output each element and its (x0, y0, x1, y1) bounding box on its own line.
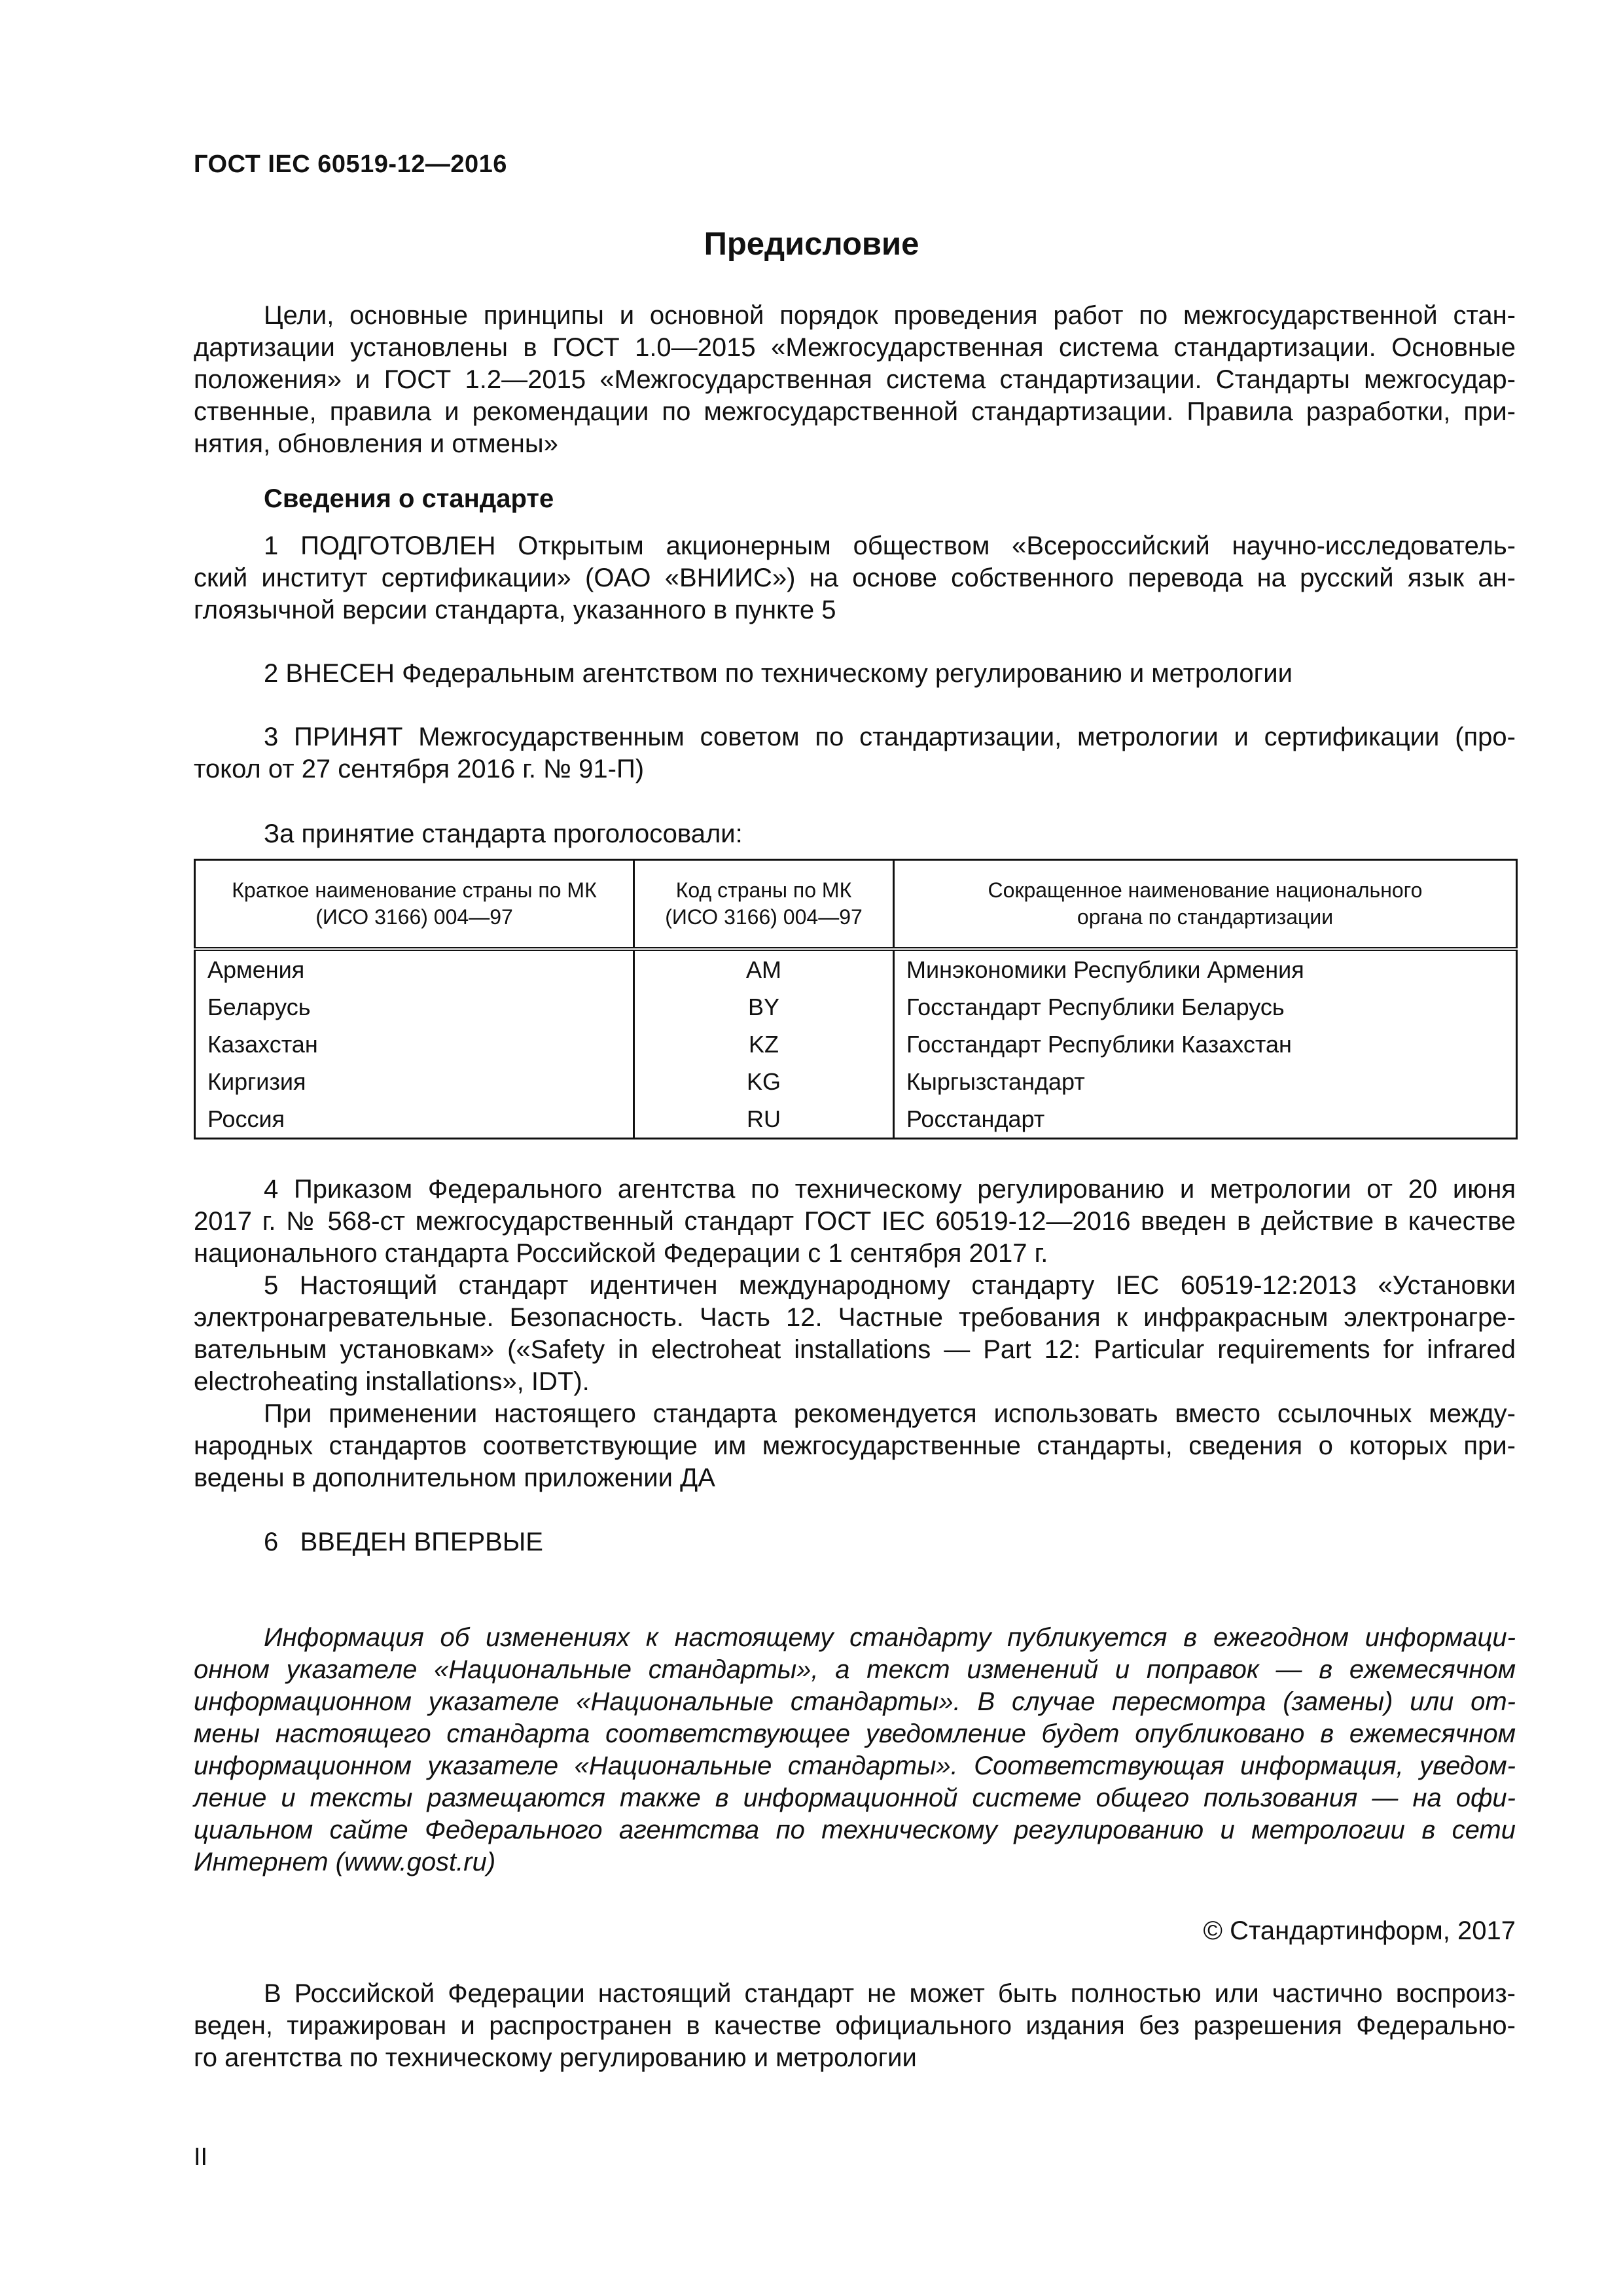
body-cell: Госстандарт Республики Казахстан (894, 1026, 1517, 1063)
text-line: веден, тиражирован и распространен в качестве официального издания без разрешения Федерально- (194, 2011, 1516, 2040)
text-line: циальном сайте Федерального агентства по техническому регулированию и метрологии в сети (194, 1816, 1516, 1844)
table-row (195, 988, 1517, 1026)
header-line: Краткое наименование страны по МК (232, 878, 597, 902)
text-line: 2017 г. № 568-ст межгосударственный стандарт ГОСТ IEC 60519-12—2016 введен в действие в качестве (194, 1207, 1516, 1236)
text-line: ление и тексты размещаются также в информационной системе общего пользования — на офи- (194, 1784, 1516, 1812)
text-line: Информация об изменениях к настоящему стандарту публикуется в ежегодном информаци- (264, 1623, 1516, 1652)
item-6-paragraph: 6 ВВЕДЕН ВПЕРВЫЕ (264, 1528, 543, 1556)
header-country (195, 860, 634, 950)
header-line: Сокращенное наименование национального (988, 878, 1423, 902)
table-row (195, 1026, 1517, 1063)
item-1-paragraph (194, 530, 1516, 626)
text-line: го агентства по техническому регулированию и метрологии (194, 2043, 917, 2072)
header-line: (ИСО 3166) 004—97 (315, 905, 513, 929)
text-line: информационном указателе «Национальные стандарты». Соответствующая информация, уведом- (194, 1751, 1516, 1780)
country-cell: Армения (195, 949, 634, 988)
votes-table (194, 859, 1518, 1139)
country-cell: Россия (195, 1100, 634, 1139)
text-line: народных стандартов соответствующие им межгосударственные стандарты, сведения о которых при- (194, 1431, 1516, 1460)
body-cell: Минэкономики Республики Армения (894, 949, 1517, 988)
text-line: При применении настоящего стандарта рекомендуется использовать вместо ссылочных между- (264, 1399, 1516, 1428)
text-line: 4 Приказом Федерального агентства по техническому регулированию и метрологии от 20 июня (264, 1175, 1516, 1204)
text-line: 1 ПОДГОТОВЛЕН Открытым акционерным обществом «Всероссийский научно-исследователь- (264, 531, 1516, 560)
text-line: онном указателе «Национальные стандарты», а текст изменений и поправок — в ежемесячном (194, 1655, 1516, 1684)
header-line: (ИСО 3166) 004—97 (665, 905, 863, 929)
table-row (195, 949, 1517, 988)
text-line: electroheating installations», IDT). (194, 1367, 590, 1396)
text-line: В Российской Федерации настоящий стандарт не может быть полностью или частично воспроиз- (264, 1979, 1516, 2008)
rights-paragraph (194, 1978, 1516, 2074)
text-line: Цели, основные принципы и основной порядок проведения работ по межгосударственной стан- (264, 301, 1516, 330)
intro-paragraph (194, 300, 1516, 460)
text-line: ский институт сертификации» (ОАО «ВНИИС») на основе собственного перевода на русский язык ан- (194, 564, 1516, 592)
text-line: 3 ПРИНЯТ Межгосударственным советом по стандартизации, метрологии и сертификации (про- (264, 723, 1516, 751)
table-row (195, 1100, 1517, 1139)
item-5-paragraph (194, 1270, 1516, 1398)
header-code (634, 860, 894, 950)
document-code: ГОСТ IEC 60519-12—2016 (194, 151, 507, 178)
text-line: Интернет (www.gost.ru) (194, 1848, 496, 1876)
body-cell: Кыргызстандарт (894, 1063, 1517, 1100)
text-line: вательным установкам» («Safety in electroheat installations — Part 12: Particular requirements for infrared (194, 1335, 1516, 1364)
header-line: Код страны по МК (675, 878, 852, 902)
item-2-paragraph: 2 ВНЕСЕН Федеральным агентством по техническому регулированию и метрологии (264, 659, 1293, 688)
vote-caption: За принятие стандарта проголосовали: (264, 819, 743, 848)
item-5-note-paragraph (194, 1398, 1516, 1494)
text-line: дартизации установлены в ГОСТ 1.0—2015 «Межгосударственная система стандартизации. Основные (194, 333, 1516, 362)
header-line: органа по стандартизации (1077, 905, 1334, 929)
page-number: II (194, 2144, 208, 2171)
table-header-row (195, 860, 1517, 950)
text-line: мены настоящего стандарта соответствующее уведомление будет опубликовано в ежемесячном (194, 1719, 1516, 1748)
body-cell: Росстандарт (894, 1100, 1517, 1139)
code-cell: RU (634, 1100, 894, 1139)
text-line: информационном указателе «Национальные стандарты». В случае пересмотра (замены) или от- (194, 1687, 1516, 1716)
code-cell: KZ (634, 1026, 894, 1063)
body-cell: Госстандарт Республики Беларусь (894, 988, 1517, 1026)
text-line: положения» и ГОСТ 1.2—2015 «Межгосударственная система стандартизации. Стандарты межгосудар- (194, 365, 1516, 394)
text-line: национального стандарта Российской Федерации с 1 сентября 2017 г. (194, 1239, 1048, 1268)
item-3-paragraph (194, 721, 1516, 785)
code-cell: KG (634, 1063, 894, 1100)
text-line: 5 Настоящий стандарт идентичен международному стандарту IEC 60519-12:2013 «Установки (264, 1271, 1516, 1300)
text-line: ственные, правила и рекомендации по межгосударственной стандартизации. Правила разработки, при- (194, 397, 1516, 426)
country-cell: Казахстан (195, 1026, 634, 1063)
text-line: токол от 27 сентября 2016 г. № 91-П) (194, 755, 645, 783)
table-row (195, 1063, 1517, 1100)
code-cell: AM (634, 949, 894, 988)
about-standard-heading: Сведения о стандарте (264, 484, 554, 513)
page-title: Предисловие (704, 226, 919, 262)
country-cell: Киргизия (195, 1063, 634, 1100)
text-line: глоязычной версии стандарта, указанного в пункте 5 (194, 596, 836, 624)
text-line: ведены в дополнительном приложении ДА (194, 1463, 715, 1492)
text-line: нятия, обновления и отмены» (194, 429, 558, 458)
code-cell: BY (634, 988, 894, 1026)
changes-info-paragraph (194, 1622, 1516, 1878)
copyright-line: © Стандартинформ, 2017 (1203, 1916, 1516, 1945)
text-line: электронагревательные. Безопасность. Часть 12. Частные требования к инфракрасным электронагре- (194, 1303, 1516, 1332)
country-cell: Беларусь (195, 988, 634, 1026)
item-4-paragraph (194, 1174, 1516, 1270)
header-body (894, 860, 1517, 950)
